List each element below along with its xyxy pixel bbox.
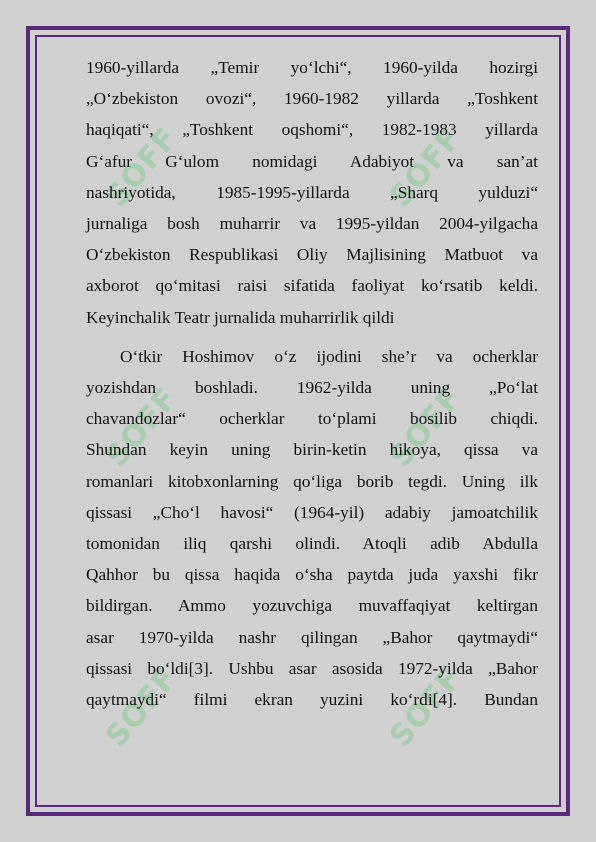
text-line: Keyinchalik Teatr jurnalida muharrirlik qildi	[86, 307, 395, 327]
watermark-logo: SOFF	[99, 660, 186, 755]
text-line: qissasi „Cho‘l havosi“ (1964-yil) adabiy jamoatchilik	[86, 502, 538, 522]
text-line: haqiqati“, „Toshkent oqshomi“, 1982-1983 yillarda	[86, 120, 538, 140]
watermark-logo: SOFF	[383, 380, 470, 475]
text-line: chavandozlar“ ocherklar to‘plami bosilib chiqdi.	[86, 409, 538, 429]
text-line: „O‘zbekiston ovozi“, 1960-1982 yillarda „Toshkent	[86, 89, 538, 109]
text-line: qissasi bo‘ldi[3]. Ushbu asar asosida 1972-yilda „Bahor	[86, 658, 538, 678]
text-line: tomonidan iliq qarshi olindi. Atoqli adib Abdulla	[86, 534, 538, 554]
text-line: Qahhor bu qissa haqida o‘sha paytda juda yaxshi fikr	[86, 565, 538, 585]
text-line: axborot qo‘mitasi raisi sifatida faoliyat ko‘rsatib keldi.	[86, 276, 538, 296]
text-line: yozishdan boshladi. 1962-yilda uning „Po‘lat	[86, 378, 538, 398]
text-line: qaytmaydi“ filmi ekran yuzini ko‘rdi[4]. Bundan	[86, 690, 538, 710]
text-line: bildirgan. Ammo yozuvchiga muvaffaqiyat keltirgan	[86, 596, 538, 616]
text-line: G‘afur G‘ulom nomidagi Adabiyot va san’at	[86, 151, 538, 171]
paragraph	[86, 52, 538, 333]
text-line: O‘zbekiston Respublikasi Oliy Majlisining Matbuot va	[86, 245, 538, 265]
text-line: Shundan keyin uning birin-ketin hikoya, qissa va	[86, 440, 538, 460]
watermark-logo: SOFF	[99, 120, 186, 215]
text-line: nashriyotida, 1985-1995-yillarda „Sharq yulduzi“	[86, 182, 538, 202]
text-line: asar 1970-yilda nashr qilingan „Bahor qaytmaydi“	[86, 627, 538, 647]
text-line: jurnaliga bosh muharrir va 1995-yildan 2004-yilgacha	[86, 214, 538, 234]
document-body	[86, 52, 538, 715]
text-line: romanlari kitobxonlarning qo‘liga borib tegdi. Uning ilk	[86, 471, 538, 491]
watermark-logo: SOFF	[383, 660, 470, 755]
watermark-logo: SOFF	[383, 120, 470, 215]
text-line: 1960-yillarda „Temir yo‘lchi“, 1960-yilda hozirgi	[86, 58, 538, 77]
text-line: O‘tkir Hoshimov o‘z ijodini she’r va ocherklar	[120, 346, 538, 366]
paragraph	[86, 341, 538, 715]
watermark-logo: SOFF	[99, 380, 186, 475]
